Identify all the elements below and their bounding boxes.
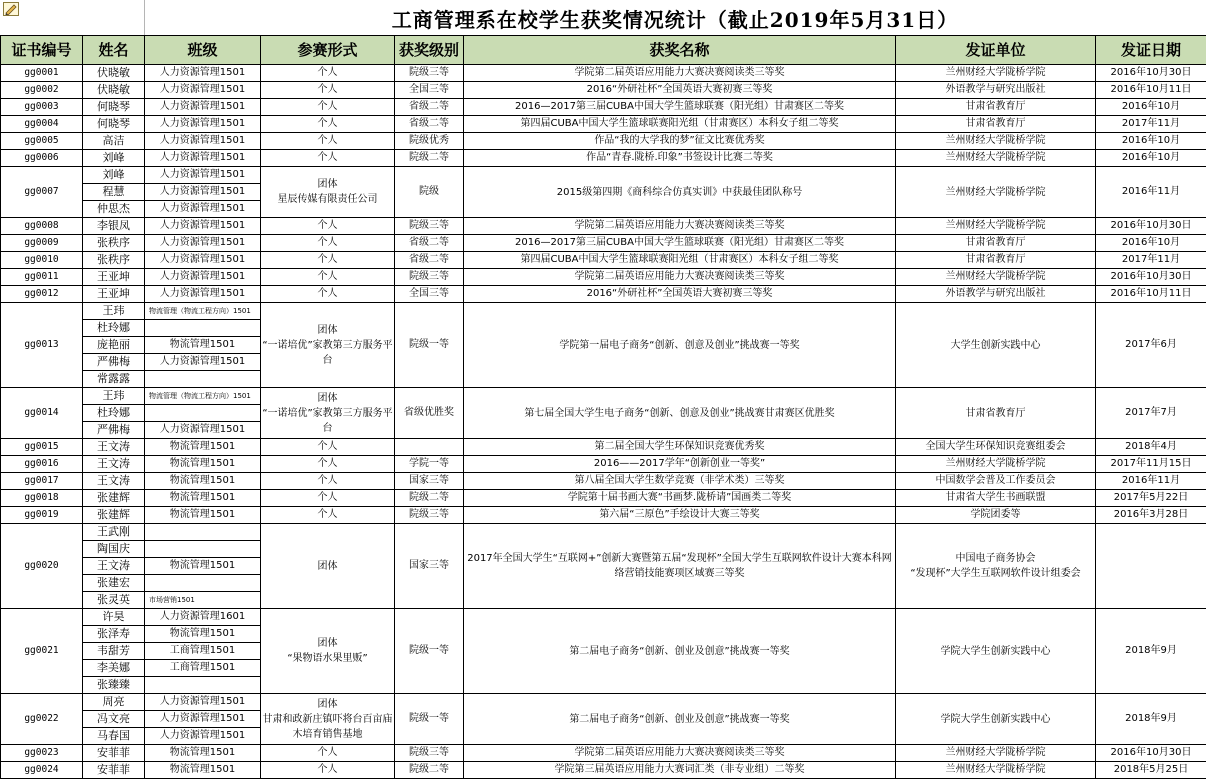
cell-form[interactable]: 团体 “果物语水果里贩”: [261, 609, 395, 694]
cell-cert-id[interactable]: gg0014: [1, 388, 83, 439]
cell-name[interactable]: 刘峰: [83, 150, 145, 167]
cell-name[interactable]: 伏晓敏: [83, 82, 145, 99]
cell-date[interactable]: 2018年9月: [1096, 694, 1206, 745]
cell-class[interactable]: [145, 524, 261, 541]
cell-class[interactable]: 人力资源管理1501: [145, 201, 261, 218]
table-row: [1, 490, 1206, 507]
cell-level[interactable]: 院级优秀: [395, 133, 464, 150]
cell-form[interactable]: 个人: [261, 269, 395, 286]
cell-cert-id[interactable]: gg0003: [1, 99, 83, 116]
table-row: [1, 762, 1206, 779]
cell-form[interactable]: 个人: [261, 252, 395, 269]
cell-class[interactable]: 人力资源管理1601: [145, 609, 261, 626]
cell-issuer[interactable]: 学院大学生创新实践中心: [896, 609, 1096, 694]
cell-class[interactable]: 物流管理1501: [145, 439, 261, 456]
cell-name[interactable]: 严佛梅: [83, 422, 145, 439]
col-header-award[interactable]: 获奖名称: [464, 36, 896, 65]
cell-form[interactable]: 个人: [261, 490, 395, 507]
cell-cert-id[interactable]: gg0012: [1, 286, 83, 303]
cell-issuer[interactable]: 甘肃省教育厅: [896, 116, 1096, 133]
cell-class[interactable]: 市场营销1501: [145, 592, 261, 609]
cell-issuer[interactable]: 中国电子商务协会 “发现杯”大学生互联网软件设计组委会: [896, 524, 1096, 609]
cell-class[interactable]: 人力资源管理1501: [145, 150, 261, 167]
cell-level[interactable]: 省级二等: [395, 116, 464, 133]
cell-level[interactable]: 院级三等: [395, 218, 464, 235]
cell-name[interactable]: 陶国庆: [83, 541, 145, 558]
cell-cert-id[interactable]: gg0019: [1, 507, 83, 524]
cell-class[interactable]: 物流管理1501: [145, 337, 261, 354]
cell-level[interactable]: 全国三等: [395, 82, 464, 99]
cell-level[interactable]: 国家三等: [395, 473, 464, 490]
cell-class[interactable]: 人力资源管理1501: [145, 269, 261, 286]
cell-class[interactable]: 人力资源管理1501: [145, 184, 261, 201]
cell-date[interactable]: 2016年3月28日: [1096, 507, 1206, 524]
cell-cert-id[interactable]: gg0007: [1, 167, 83, 218]
cell-level[interactable]: 全国三等: [395, 286, 464, 303]
cell-issuer[interactable]: 兰州财经大学陇桥学院: [896, 65, 1096, 82]
cell-award[interactable]: 学院第十届书画大赛“书画梦.陇桥请”国画类二等奖: [464, 490, 896, 507]
cell-award[interactable]: 学院第三届英语应用能力大赛词汇类（非专业组）二等奖: [464, 762, 896, 779]
cell-class[interactable]: 人力资源管理1501: [145, 252, 261, 269]
cell-cert-id[interactable]: gg0006: [1, 150, 83, 167]
cell-class[interactable]: 人力资源管理1501: [145, 694, 261, 711]
cell-date[interactable]: 2017年7月: [1096, 388, 1206, 439]
cell-name[interactable]: 张臻臻: [83, 677, 145, 694]
cell-award[interactable]: 2016—2017第三届CUBA中国大学生篮球联赛（阳光组）甘肃赛区二等奖: [464, 235, 896, 252]
cell-award[interactable]: 第二届电子商务“创新、创业及创意”挑战赛一等奖: [464, 694, 896, 745]
cell-cert-id[interactable]: gg0001: [1, 65, 83, 82]
cell-award[interactable]: 学院第二届英语应用能力大赛决赛阅读类三等奖: [464, 745, 896, 762]
cell-date[interactable]: 2017年11月: [1096, 252, 1206, 269]
cell-class[interactable]: [145, 541, 261, 558]
col-header-cert-id[interactable]: 证书编号: [1, 36, 83, 65]
table-row: [1, 252, 1206, 269]
cell-form[interactable]: 个人: [261, 507, 395, 524]
cell-award[interactable]: 学院第二届英语应用能力大赛决赛阅读类三等奖: [464, 65, 896, 82]
cell-issuer[interactable]: 兰州财经大学陇桥学院: [896, 456, 1096, 473]
cell-form[interactable]: 个人: [261, 150, 395, 167]
cell-award[interactable]: 学院第二届英语应用能力大赛决赛阅读类三等奖: [464, 269, 896, 286]
cell-issuer[interactable]: 甘肃省教育厅: [896, 252, 1096, 269]
cell-award[interactable]: 第六届“三原色”手绘设计大赛三等奖: [464, 507, 896, 524]
table-row: [1, 524, 1206, 541]
cell-name[interactable]: 周亮: [83, 694, 145, 711]
cell-level[interactable]: 省级优胜奖: [395, 388, 464, 439]
table-row: [1, 609, 1206, 626]
cell-date[interactable]: 2016年11月: [1096, 473, 1206, 490]
title-row: [0, 0, 1206, 36]
cell-class[interactable]: 物流管理1501: [145, 456, 261, 473]
cell-form[interactable]: 个人: [261, 218, 395, 235]
cell-level[interactable]: 学院一等: [395, 456, 464, 473]
col-header-name[interactable]: 姓名: [83, 36, 145, 65]
cell-form[interactable]: 个人: [261, 439, 395, 456]
cell-date[interactable]: 2016年10月11日: [1096, 286, 1206, 303]
cell-name[interactable]: 安菲菲: [83, 762, 145, 779]
cell-award[interactable]: 学院第一届电子商务“创新、创意及创业”挑战赛一等奖: [464, 303, 896, 388]
cell-cert-id[interactable]: gg0021: [1, 609, 83, 694]
cell-name[interactable]: 许昊: [83, 609, 145, 626]
cell-issuer[interactable]: 兰州财经大学陇桥学院: [896, 762, 1096, 779]
cell-form[interactable]: 团体 甘肃和政新庄镇吓将台百亩庙木培育销售基地: [261, 694, 395, 745]
cell-class[interactable]: [145, 575, 261, 592]
cell-class[interactable]: 物流管理1501: [145, 473, 261, 490]
table-row: [1, 507, 1206, 524]
cell-issuer[interactable]: 兰州财经大学陇桥学院: [896, 745, 1096, 762]
cell-class[interactable]: 人力资源管理1501: [145, 82, 261, 99]
cell-name[interactable]: 庞艳丽: [83, 337, 145, 354]
cell-class[interactable]: 物流管理1501: [145, 507, 261, 524]
cell-class[interactable]: 人力资源管理1501: [145, 711, 261, 728]
cell-award[interactable]: 2017年全国大学生“互联网+”创新大赛暨第五届“发现杯”全国大学生互联网软件设计大赛本科网络营销技能赛项区域赛三等奖: [464, 524, 896, 609]
cell-form[interactable]: 团体 “一诺培优”家教第三方服务平台: [261, 303, 395, 388]
cell-level[interactable]: 院级一等: [395, 694, 464, 745]
cell-award[interactable]: 第四届CUBA中国大学生篮球联赛阳光组（甘肃赛区）本科女子组二等奖: [464, 252, 896, 269]
cell-issuer[interactable]: 甘肃省教育厅: [896, 99, 1096, 116]
cell-award[interactable]: 第八届全国大学生数学竞赛（非学术类）三等奖: [464, 473, 896, 490]
cell-award[interactable]: 2016——2017学年“创新创业一等奖”: [464, 456, 896, 473]
cell-date[interactable]: 2016年11月: [1096, 167, 1206, 218]
cell-name[interactable]: 张秩序: [83, 235, 145, 252]
cell-award[interactable]: 第七届全国大学生电子商务“创新、创意及创业”挑战赛甘肃赛区优胜奖: [464, 388, 896, 439]
cell-cert-id[interactable]: gg0010: [1, 252, 83, 269]
cell-cert-id[interactable]: gg0018: [1, 490, 83, 507]
col-header-level[interactable]: 获奖级别: [395, 36, 464, 65]
table-row: [1, 167, 1206, 184]
cell-name[interactable]: 王文涛: [83, 456, 145, 473]
cell-level[interactable]: 国家三等: [395, 524, 464, 609]
cell-level[interactable]: 省级二等: [395, 99, 464, 116]
cell-level[interactable]: 省级二等: [395, 252, 464, 269]
cell-form[interactable]: 个人: [261, 762, 395, 779]
cell-issuer[interactable]: 兰州财经大学陇桥学院: [896, 167, 1096, 218]
cell-cert-id[interactable]: gg0016: [1, 456, 83, 473]
table-row: [1, 456, 1206, 473]
cell-form[interactable]: 个人: [261, 745, 395, 762]
cell-award[interactable]: 2016“外研社杯”全国英语大赛初赛三等奖: [464, 82, 896, 99]
cell-level[interactable]: 院级三等: [395, 269, 464, 286]
cell-class[interactable]: 人力资源管理1501: [145, 65, 261, 82]
table-row: [1, 99, 1206, 116]
cell-name[interactable]: 常露露: [83, 371, 145, 388]
cell-cert-id[interactable]: gg0005: [1, 133, 83, 150]
cell-date[interactable]: 2016年10月30日: [1096, 269, 1206, 286]
table-row: [1, 133, 1206, 150]
cell-cert-id[interactable]: gg0008: [1, 218, 83, 235]
cell-award[interactable]: 2016—2017第三届CUBA中国大学生篮球联赛（阳光组）甘肃赛区二等奖: [464, 99, 896, 116]
cell-class[interactable]: 人力资源管理1501: [145, 116, 261, 133]
cell-date[interactable]: 2018年9月: [1096, 609, 1206, 694]
cell-name[interactable]: 张建辉: [83, 490, 145, 507]
cell-form[interactable]: 个人: [261, 473, 395, 490]
cell-name[interactable]: 王武刚: [83, 524, 145, 541]
cell-date[interactable]: 2017年6月: [1096, 303, 1206, 388]
cell-name[interactable]: 高洁: [83, 133, 145, 150]
table-row: [1, 218, 1206, 235]
cell-cert-id[interactable]: gg0004: [1, 116, 83, 133]
cell-name[interactable]: 何晓琴: [83, 116, 145, 133]
cell-award[interactable]: 作品“我的大学我的梦”征文比赛优秀奖: [464, 133, 896, 150]
cell-cert-id[interactable]: gg0017: [1, 473, 83, 490]
cell-form[interactable]: 个人: [261, 456, 395, 473]
cell-form[interactable]: 个人: [261, 235, 395, 252]
cell-name[interactable]: 王玮: [83, 303, 145, 320]
cell-class[interactable]: [145, 320, 261, 337]
cell-form[interactable]: 个人: [261, 65, 395, 82]
cell-name[interactable]: 王亚坤: [83, 286, 145, 303]
cell-name[interactable]: 刘峰: [83, 167, 145, 184]
table-row: [1, 269, 1206, 286]
cell-level[interactable]: 院级三等: [395, 507, 464, 524]
table-row: [1, 694, 1206, 711]
cell-level[interactable]: 院级二等: [395, 762, 464, 779]
cell-award[interactable]: 作品“青春.陇桥.印象”书签设计比赛二等奖: [464, 150, 896, 167]
cell-award[interactable]: 2016“外研社杯”全国英语大赛初赛三等奖: [464, 286, 896, 303]
cell-class[interactable]: 人力资源管理1501: [145, 133, 261, 150]
cell-class[interactable]: 人力资源管理1501: [145, 422, 261, 439]
cell-level[interactable]: 省级二等: [395, 235, 464, 252]
cell-issuer[interactable]: 兰州财经大学陇桥学院: [896, 269, 1096, 286]
table-row: [1, 439, 1206, 456]
cell-level[interactable]: 院级三等: [395, 745, 464, 762]
cell-class[interactable]: [145, 371, 261, 388]
pen-icon: [3, 2, 19, 16]
table-row: [1, 65, 1206, 82]
cell-name[interactable]: 张泽寿: [83, 626, 145, 643]
table-row: [1, 388, 1206, 405]
cell-level[interactable]: 院级三等: [395, 65, 464, 82]
header-row: [1, 36, 1206, 65]
col-header-issuer[interactable]: 发证单位: [896, 36, 1096, 65]
cell-level[interactable]: 院级二等: [395, 490, 464, 507]
cell-issuer[interactable]: 兰州财经大学陇桥学院: [896, 150, 1096, 167]
cell-name[interactable]: 李美娜: [83, 660, 145, 677]
cell-date[interactable]: 2016年10月30日: [1096, 65, 1206, 82]
cell-form[interactable]: 个人: [261, 286, 395, 303]
cell-cert-id[interactable]: gg0002: [1, 82, 83, 99]
cell-class[interactable]: [145, 405, 261, 422]
cell-cert-id[interactable]: gg0023: [1, 745, 83, 762]
cell-form[interactable]: 个人: [261, 133, 395, 150]
cell-class[interactable]: 物流管理1501: [145, 762, 261, 779]
cell-class[interactable]: 人力资源管理1501: [145, 728, 261, 745]
cell-award[interactable]: 2015级第四期《商科综合仿真实训》中获最佳团队称号: [464, 167, 896, 218]
cell-issuer[interactable]: 甘肃省教育厅: [896, 388, 1096, 439]
cell-issuer[interactable]: 兰州财经大学陇桥学院: [896, 218, 1096, 235]
cell-award[interactable]: 第二届电子商务“创新、创业及创意”挑战赛一等奖: [464, 609, 896, 694]
table-row: [1, 303, 1206, 320]
table-row: [1, 473, 1206, 490]
cell-name[interactable]: 张灵英: [83, 592, 145, 609]
cell-class[interactable]: 物流管理1501: [145, 626, 261, 643]
cell-class[interactable]: 工商管理1501: [145, 643, 261, 660]
cell-name[interactable]: 伏晓敏: [83, 65, 145, 82]
cell-name[interactable]: 严佛梅: [83, 354, 145, 371]
cell-issuer[interactable]: 全国大学生环保知识竞赛组委会: [896, 439, 1096, 456]
cell-cert-id[interactable]: gg0009: [1, 235, 83, 252]
cell-level[interactable]: 院级: [395, 167, 464, 218]
cell-name[interactable]: 程慧: [83, 184, 145, 201]
table-row: [1, 235, 1206, 252]
cell-name[interactable]: 冯文亮: [83, 711, 145, 728]
cell-form[interactable]: 个人: [261, 116, 395, 133]
cell-date[interactable]: 2016年10月30日: [1096, 218, 1206, 235]
cell-name[interactable]: 安菲菲: [83, 745, 145, 762]
table-row: [1, 286, 1206, 303]
cell-class[interactable]: 物流管理（物流工程方向）1501: [145, 388, 261, 405]
cell-class[interactable]: [145, 677, 261, 694]
cell-name[interactable]: 张建辉: [83, 507, 145, 524]
cell-class[interactable]: 人力资源管理1501: [145, 218, 261, 235]
cell-cert-id[interactable]: gg0013: [1, 303, 83, 388]
cell-class[interactable]: 人力资源管理1501: [145, 286, 261, 303]
cell-issuer[interactable]: 学院团委等: [896, 507, 1096, 524]
col-header-class[interactable]: 班级: [145, 36, 261, 65]
cell-name[interactable]: 杜玲娜: [83, 320, 145, 337]
cell-date[interactable]: 2018年5月25日: [1096, 762, 1206, 779]
cell-issuer[interactable]: 中国数学会普及工作委员会: [896, 473, 1096, 490]
cell-form[interactable]: 团体 “一诺培优”家教第三方服务平台: [261, 388, 395, 439]
cell-class[interactable]: 人力资源管理1501: [145, 167, 261, 184]
cell-date[interactable]: 2016年10月: [1096, 133, 1206, 150]
cell-cert-id[interactable]: gg0015: [1, 439, 83, 456]
cell-form[interactable]: 团体: [261, 524, 395, 609]
cell-name[interactable]: 王文涛: [83, 473, 145, 490]
cell-level[interactable]: 院级二等: [395, 150, 464, 167]
cell-name[interactable]: 张秩序: [83, 252, 145, 269]
page-title: 工商管理系在校学生获奖情况统计（截止2019年5月31日）: [391, 8, 959, 32]
cell-name[interactable]: 仲思杰: [83, 201, 145, 218]
cell-issuer[interactable]: 外语教学与研究出版社: [896, 286, 1096, 303]
cell-name[interactable]: 王文涛: [83, 439, 145, 456]
cell-date[interactable]: 2017年5月22日: [1096, 490, 1206, 507]
cell-date[interactable]: 2017年11月: [1096, 116, 1206, 133]
table-row: [1, 745, 1206, 762]
table-row: [1, 116, 1206, 133]
cell-date[interactable]: 2018年4月: [1096, 439, 1206, 456]
cell-name[interactable]: 李银凤: [83, 218, 145, 235]
cell-name[interactable]: 韦甜芳: [83, 643, 145, 660]
cell-issuer[interactable]: 甘肃省大学生书画联盟: [896, 490, 1096, 507]
cell-class[interactable]: 物流管理1501: [145, 558, 261, 575]
cell-date[interactable]: 2016年10月: [1096, 99, 1206, 116]
cell-class[interactable]: 工商管理1501: [145, 660, 261, 677]
table-row: [1, 82, 1206, 99]
cell-date[interactable]: 2017年11月15日: [1096, 456, 1206, 473]
table-row: [1, 150, 1206, 167]
cell-award[interactable]: 第二届全国大学生环保知识竞赛优秀奖: [464, 439, 896, 456]
cell-class[interactable]: 人力资源管理1501: [145, 99, 261, 116]
cell-name[interactable]: 杜玲娜: [83, 405, 145, 422]
cell-level[interactable]: [395, 439, 464, 456]
cell-award[interactable]: 学院第二届英语应用能力大赛决赛阅读类三等奖: [464, 218, 896, 235]
cell-level[interactable]: 院级一等: [395, 303, 464, 388]
col-header-date[interactable]: 发证日期: [1096, 36, 1206, 65]
corner-cell[interactable]: [0, 0, 145, 35]
cell-class[interactable]: 物流管理（物流工程方向）1501: [145, 303, 261, 320]
cell-name[interactable]: 王玮: [83, 388, 145, 405]
cell-cert-id[interactable]: gg0022: [1, 694, 83, 745]
cell-date[interactable]: 2016年10月: [1096, 150, 1206, 167]
cell-issuer[interactable]: 学院大学生创新实践中心: [896, 694, 1096, 745]
cell-class[interactable]: 人力资源管理1501: [145, 235, 261, 252]
cell-class[interactable]: 物流管理1501: [145, 745, 261, 762]
cell-cert-id[interactable]: gg0024: [1, 762, 83, 779]
cell-form[interactable]: 团体 星辰传媒有限责任公司: [261, 167, 395, 218]
cell-issuer[interactable]: 兰州财经大学陇桥学院: [896, 133, 1096, 150]
cell-class[interactable]: 人力资源管理1501: [145, 354, 261, 371]
cell-date[interactable]: 2016年10月30日: [1096, 745, 1206, 762]
cell-cert-id[interactable]: gg0011: [1, 269, 83, 286]
cell-class[interactable]: 物流管理1501: [145, 490, 261, 507]
cell-level[interactable]: 院级一等: [395, 609, 464, 694]
cell-form[interactable]: 个人: [261, 99, 395, 116]
cell-name[interactable]: 王亚坤: [83, 269, 145, 286]
cell-date[interactable]: [1096, 524, 1206, 609]
cell-issuer[interactable]: 甘肃省教育厅: [896, 235, 1096, 252]
awards-table: [0, 35, 1206, 779]
cell-name[interactable]: 何晓琴: [83, 99, 145, 116]
cell-name[interactable]: 王文涛: [83, 558, 145, 575]
cell-issuer[interactable]: 外语教学与研究出版社: [896, 82, 1096, 99]
cell-issuer[interactable]: 大学生创新实践中心: [896, 303, 1096, 388]
cell-name[interactable]: 张建宏: [83, 575, 145, 592]
cell-date[interactable]: 2016年10月: [1096, 235, 1206, 252]
table-body: [1, 65, 1206, 779]
cell-award[interactable]: 第四届CUBA中国大学生篮球联赛阳光组（甘肃赛区）本科女子组二等奖: [464, 116, 896, 133]
cell-cert-id[interactable]: gg0020: [1, 524, 83, 609]
cell-name[interactable]: 马春国: [83, 728, 145, 745]
cell-date[interactable]: 2016年10月11日: [1096, 82, 1206, 99]
col-header-form[interactable]: 参赛形式: [261, 36, 395, 65]
cell-form[interactable]: 个人: [261, 82, 395, 99]
